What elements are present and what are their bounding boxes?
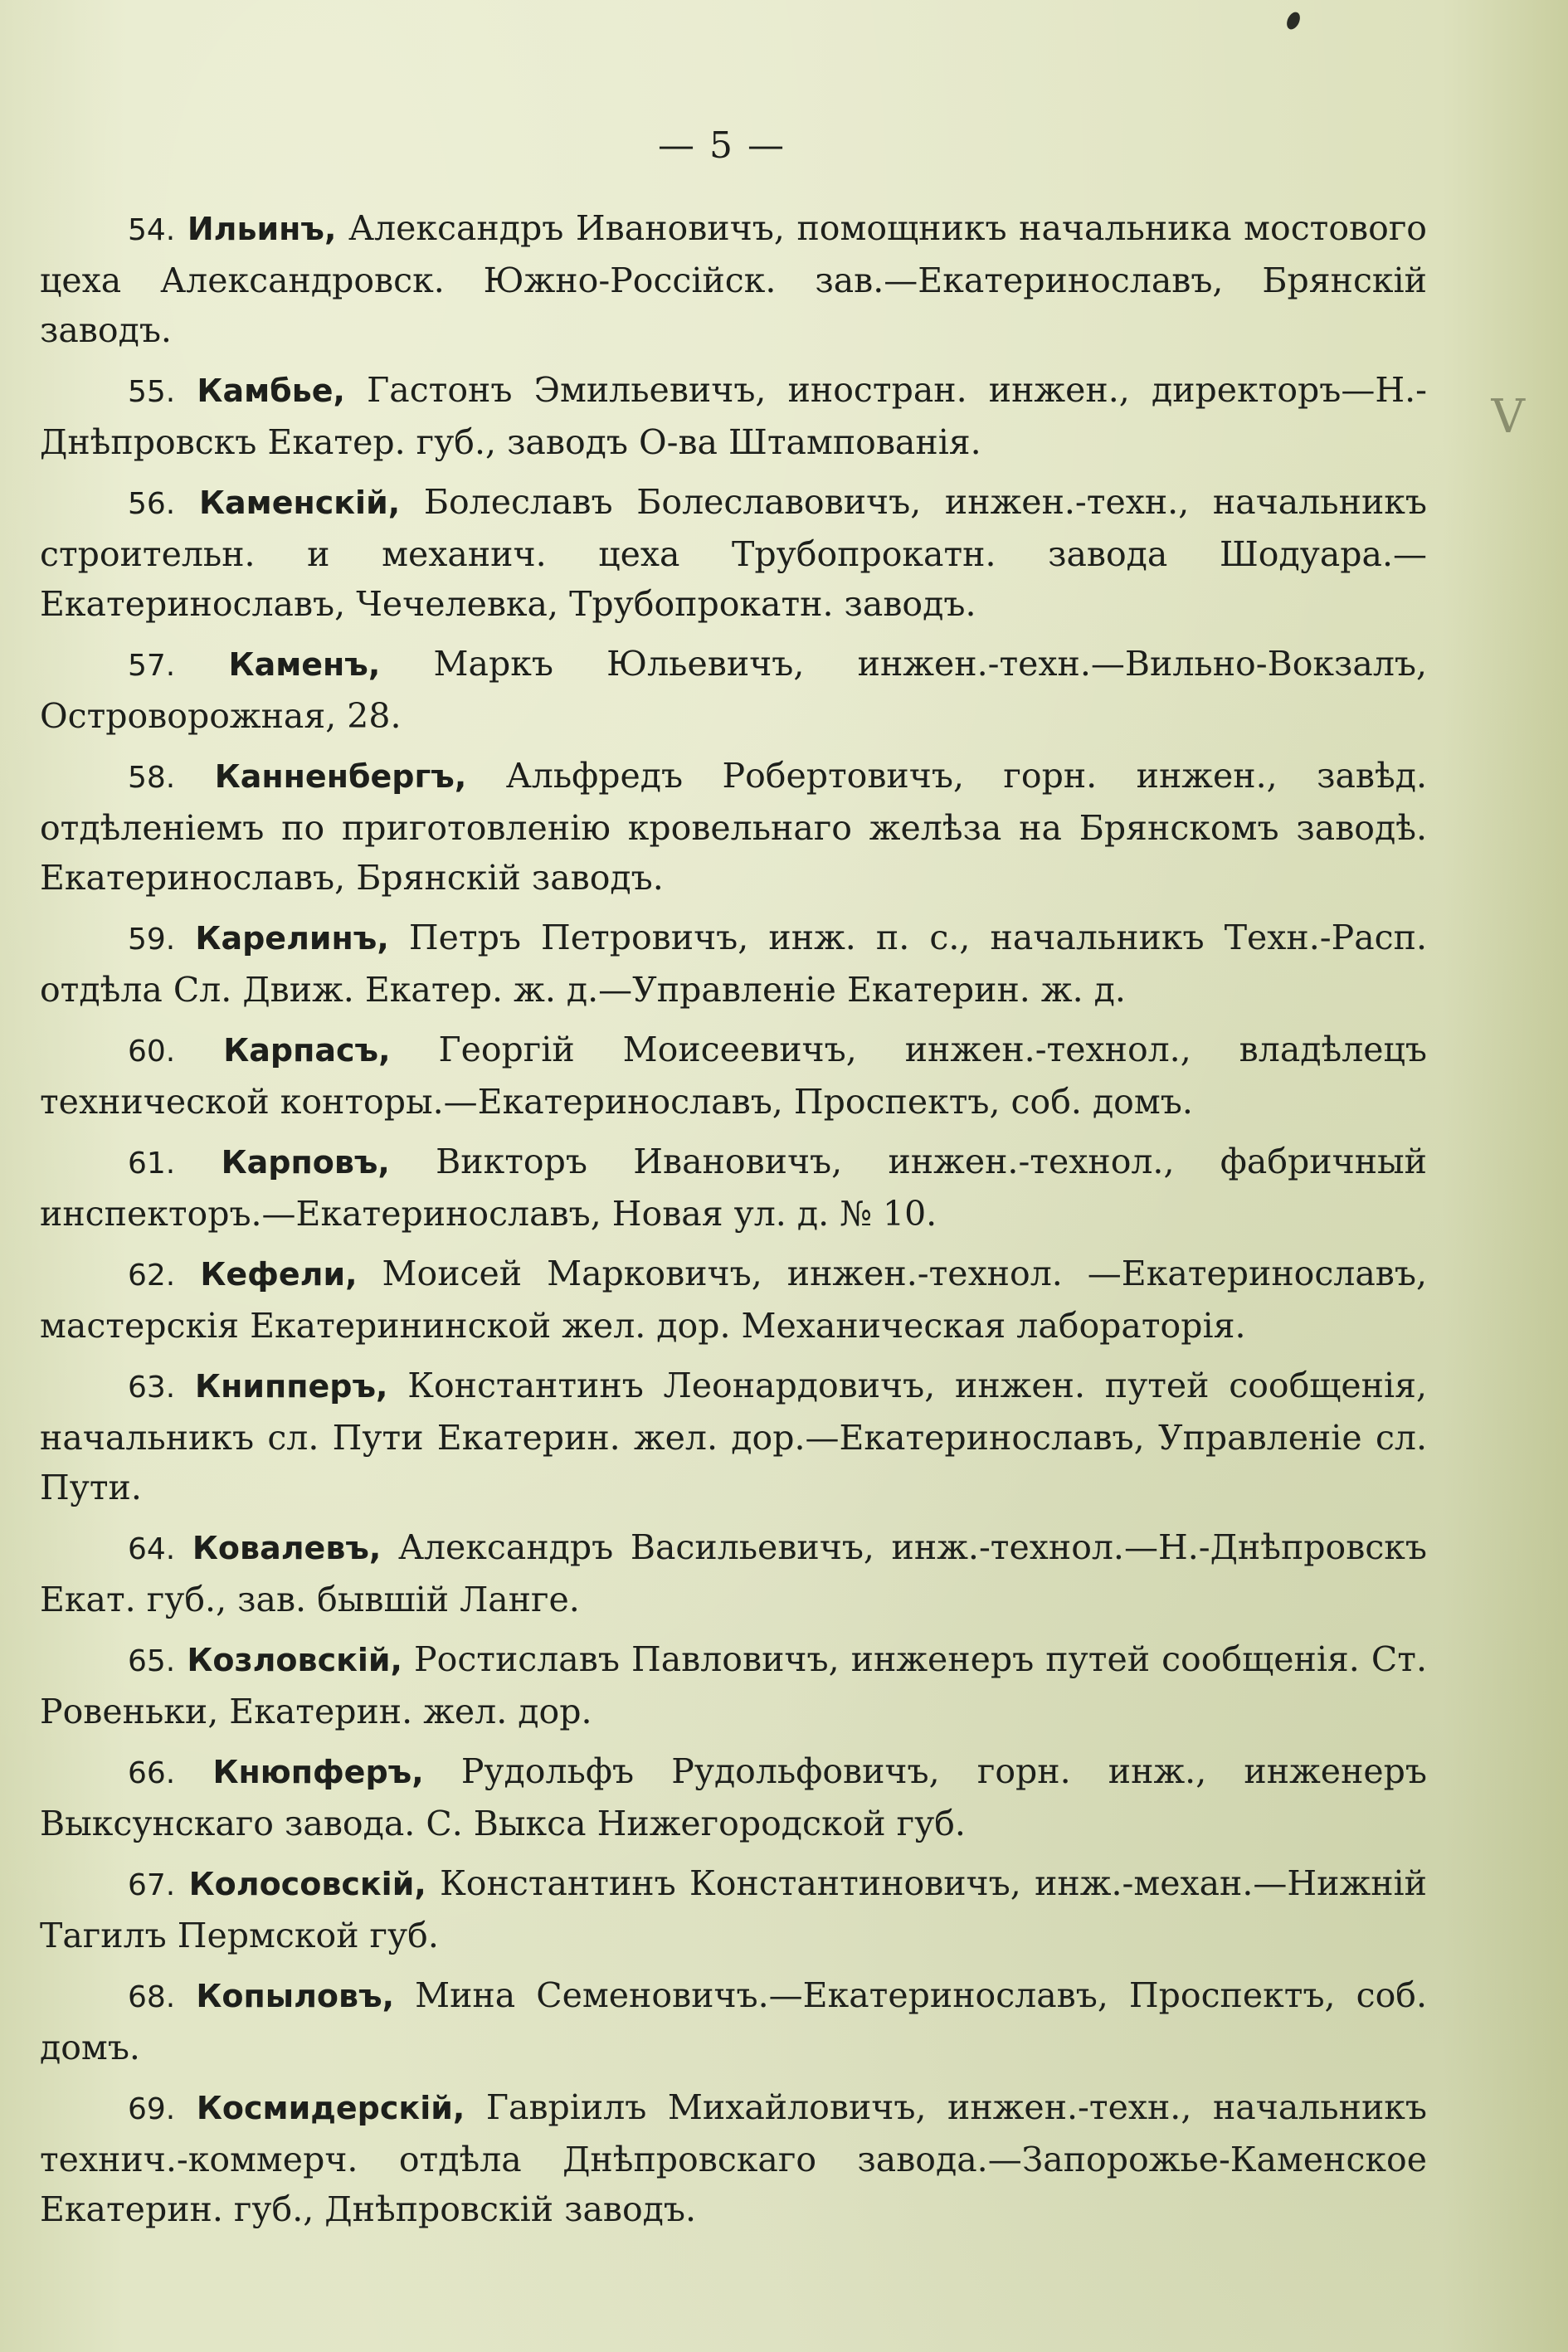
entry-text: Болеславъ Болеславовичъ, инжен.-техн., начальникъ строительн. и механич. цеха Трубопрокатн. завода Шодуара.—Екатеринославъ, Чечелевка, Трубопрокатн. заводъ. (40, 482, 1427, 624)
entry-text: Мина Семеновичъ.—Екатеринославъ, Проспектъ, соб. домъ. (40, 1975, 1427, 2067)
entry-number: 61. (128, 1147, 176, 1181)
entry-number: 58. (128, 761, 176, 795)
entry-surname: Козловскій, (187, 1642, 402, 1678)
entry-surname: Колосовскій, (188, 1866, 426, 1902)
entry-number: 55. (128, 375, 176, 409)
entry-number: 63. (128, 1371, 176, 1405)
entry-65 (40, 1634, 1427, 1736)
entry-text: Ростиславъ Павловичъ, инженеръ путей сообщенія. Ст. Ровеньки, Екатерин. жел. дор. (40, 1639, 1427, 1731)
entry-surname: Камбье, (197, 373, 345, 409)
entry-list (40, 203, 1427, 2244)
entry-number: 67. (128, 1868, 176, 1902)
entry-surname: Космидерскій, (196, 2090, 465, 2126)
entry-surname: Ковалевъ, (192, 1530, 382, 1566)
entry-text: Моисей Марковичъ, инжен.-технол. —Екатеринославъ, мастерскія Екатерининской жел. дор. Механическая лабораторія. (40, 1254, 1427, 1346)
entry-number: 68. (128, 1980, 176, 2014)
entry-59 (40, 913, 1427, 1015)
entry-number: 62. (128, 1259, 176, 1293)
entry-text: Альфредъ Робертовичъ, горн. инжен., завѣд. отдѣленіемъ по приготовленію кровельнаго желѣза на Брянскомъ заводѣ. Екатеринославъ, Брянскій заводъ. (40, 756, 1427, 898)
entry-text: Рудольфъ Рудольфовичъ, горн. инж., инженеръ Выксунскаго завода. С. Выкса Нижегородской губ. (40, 1751, 1427, 1843)
entry-text: Георгій Моисеевичъ, инжен.-технол., владѣлецъ технической конторы.—Екатеринославъ, Проспектъ, соб. домъ. (40, 1030, 1427, 1122)
entry-surname: Канненбергъ, (214, 758, 467, 795)
entry-text: Викторъ Ивановичъ, инжен.-технол., фабричный инспекторъ.—Екатеринославъ, Новая ул. д. № 10. (40, 1142, 1427, 1234)
entry-surname: Карпасъ, (223, 1032, 391, 1069)
entry-surname: Каменъ, (228, 646, 381, 683)
entry-surname: Каменскій, (198, 485, 401, 521)
entry-55 (40, 365, 1427, 467)
entry-54 (40, 203, 1427, 355)
entry-number: 60. (128, 1035, 176, 1069)
entry-surname: Карповъ, (221, 1144, 390, 1181)
entry-text: Александръ Ивановичъ, помощникъ начальника мостового цеха Александровск. Южно-Россійск. зав.—Екатеринославъ, Брянскій заводъ. (40, 208, 1427, 350)
entry-62 (40, 1249, 1427, 1351)
entry-surname: Копыловъ, (196, 1978, 395, 2014)
entry-text: Гастонъ Эмильевичъ, иностран. инжен., директоръ—Н.-Днѣпровскъ Екатер. губ., заводъ О-ва Штампованія. (40, 370, 1427, 462)
entry-57 (40, 639, 1427, 741)
entry-number: 64. (128, 1532, 176, 1566)
page-number: — 5 — (658, 124, 786, 167)
entry-64 (40, 1522, 1427, 1624)
ink-spot (1284, 10, 1303, 32)
margin-check-mark: V (1491, 390, 1525, 444)
entry-text: Константинъ Константиновичъ, инж.-механ.—Нижній Тагилъ Пермской губ. (40, 1863, 1427, 1955)
entry-surname: Кефели, (200, 1256, 358, 1293)
entry-surname: Ильинъ, (187, 211, 337, 247)
entry-surname: Карелинъ, (195, 920, 389, 957)
entry-surname: Кнюпферъ, (212, 1754, 424, 1790)
entry-58 (40, 751, 1427, 903)
entry-69 (40, 2082, 1427, 2234)
entry-number: 54. (128, 213, 176, 247)
entry-68 (40, 1970, 1427, 2072)
entry-text: Гавріилъ Михайловичъ, инжен.-техн., начальникъ технич.-коммерч. отдѣла Днѣпровскаго завода.—Запорожье-Каменское Екатерин. губ., Днѣпровскій заводъ. (40, 2087, 1427, 2229)
entry-text: Петръ Петровичъ, инж. п. с., начальникъ Техн.-Расп. отдѣла Сл. Движ. Екатер. ж. д.—Управленіе Екатерин. ж. д. (40, 918, 1427, 1010)
entry-63 (40, 1361, 1427, 1512)
entry-text: Константинъ Леонардовичъ, инжен. путей сообщенія, начальникъ сл. Пути Екатерин. жел. дор.—Екатеринославъ, Управленіе сл. Пути. (40, 1366, 1427, 1507)
entry-text: Александръ Васильевичъ, инж.-технол.—Н.-Днѣпровскъ Екат. губ., зав. бывшій Ланге. (40, 1527, 1427, 1619)
entry-number: 66. (128, 1756, 176, 1790)
entry-number: 56. (128, 487, 176, 521)
entry-61 (40, 1137, 1427, 1239)
entry-67 (40, 1858, 1427, 1960)
entry-text: Маркъ Юльевичъ, инжен.-техн.—Вильно-Вокзалъ, Островорожная, 28. (40, 644, 1427, 736)
entry-number: 69. (128, 2092, 176, 2126)
entry-surname: Книпперъ, (195, 1368, 388, 1405)
entry-66 (40, 1746, 1427, 1848)
entry-number: 59. (128, 923, 176, 957)
entry-56 (40, 477, 1427, 629)
entry-number: 57. (128, 649, 176, 683)
entry-number: 65. (128, 1644, 176, 1678)
entry-60 (40, 1025, 1427, 1127)
